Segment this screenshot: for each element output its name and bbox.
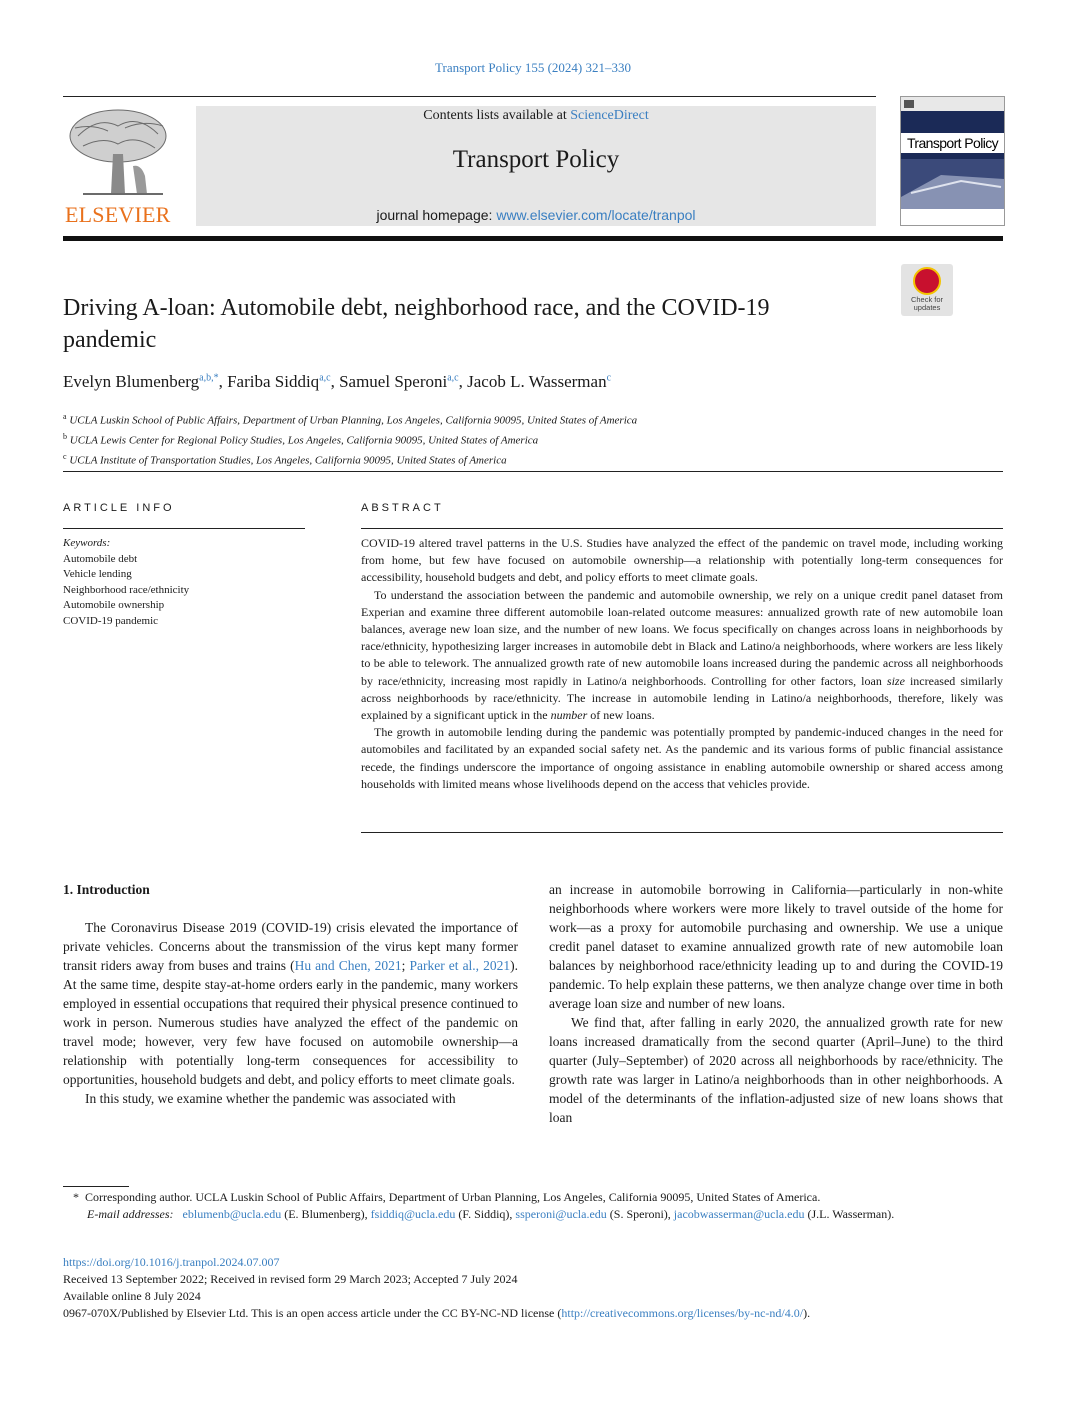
abstract-heading: ABSTRACT (361, 502, 444, 514)
section-rule (63, 471, 1003, 472)
cover-title: Transport Policy (901, 133, 1004, 153)
bookmark-icon (913, 267, 941, 295)
keyword-item: Automobile debt (63, 552, 138, 565)
author-4[interactable]: Jacob L. Wasserman$^c$ (467, 372, 612, 391)
intro-heading: 1. Introduction (63, 882, 150, 897)
author-2[interactable]: Fariba Siddiq$^{a,c}$ (227, 372, 331, 391)
keyword-item: Neighborhood race/ethnicity (63, 583, 190, 596)
check-for-updates-button[interactable]: Check for updates (901, 264, 953, 316)
journal-homepage: journal homepage: www.elsevier.com/locate/tranpol (376, 207, 696, 223)
license-line: 0967-070X/Published by Elsevier Ltd. This is an open access article under the CC BY-NC-ND license (http://creativecommons.org/licenses/by-nc-nd/4.0/). (63, 1306, 811, 1320)
abstract-rule (361, 528, 1003, 529)
doi-link[interactable]: https://doi.org/10.1016/j.tranpol.2024.07.007 (63, 1255, 280, 1269)
journal-title: Transport Policy (452, 146, 620, 173)
body-paragraph: The Coronavirus Disease 2019 (COVID-19) crisis elevated the importance of private vehicles. Concerns about the transmission of the virus kept many former transit riders away from buses and trains (Hu and Chen, 2021; Parker et al., 2021). At the same time, despite stay-at-home orders early in the pandemic, many workers employed in essential occupations that required their physical presence continued to work in person. Numerous studies have analyzed the effect of the pandemic on travel mode; however, very few have focused on automobile ownership—a relationship with potentially long-term consequences for accessibility to opportunities, household budgets and debt, and policy efforts to meet climate goals. (63, 920, 518, 1087)
sciencedirect-link[interactable]: ScienceDirect (570, 108, 649, 123)
body-column-left (63, 918, 518, 1108)
affiliation-a: $^a$ UCLA Luskin School of Public Affairs, Department of Urban Planning, Los Angeles, California 90095, United States of America (63, 412, 638, 427)
email-link[interactable]: eblumenb@ucla.edu (182, 1207, 282, 1221)
body-column-right (549, 880, 1003, 1127)
keywords-block (63, 536, 303, 629)
elsevier-wordmark: ELSEVIER (65, 202, 171, 227)
author-3[interactable]: Samuel Speroni$^{a,c}$ (339, 372, 459, 391)
journal-reference[interactable]: Transport Policy 155 (2024) 321–330 (435, 60, 631, 75)
masthead-rule (63, 236, 1003, 241)
abstract-paragraph: COVID-19 altered travel patterns in the U.S. Studies have analyzed the effect of the pandemic on travel mode, including working from home, but few have focused on automobile ownership—a relationship with potentially long-term consequences for accessibility, household budgets and debt, and policy efforts to meet climate goals. (361, 536, 1003, 585)
abstract-body (361, 535, 1003, 793)
received-dates: Received 13 September 2022; Received in revised form 29 March 2023; Accepted 7 July 2024 (63, 1272, 518, 1286)
available-online: Available online 8 July 2024 (63, 1289, 201, 1303)
keyword-item: COVID-19 pandemic (63, 614, 159, 627)
elsevier-logo[interactable] (63, 106, 173, 228)
cover-image-icon (901, 97, 1004, 225)
abstract-end-rule (361, 832, 1003, 833)
keywords-label: Keywords: (63, 537, 111, 549)
keyword-item: Vehicle lending (63, 568, 132, 580)
email-link[interactable]: ssperoni@ucla.edu (515, 1207, 607, 1221)
license-link[interactable]: http://creativecommons.org/licenses/by-nc-nd/4.0/ (561, 1306, 804, 1320)
author-1[interactable]: Evelyn Blumenberg$^{a,b,*}$ (63, 372, 219, 391)
email-link[interactable]: fsiddiq@ucla.edu (370, 1207, 456, 1221)
footnote-rule (63, 1186, 129, 1187)
publication-info (63, 1254, 1003, 1322)
body-paragraph: an increase in automobile borrowing in California—particularly in non-white neighborhoods where workers were more likely to travel outside of the home for work—as a proxy for automobile purchasing and ownership. We use a unique credit panel dataset to examine annualized growth rate of new automobile loan balances by neighborhood race/ethnicity leading up to and during the COVID-19 pandemic. To help explain these patterns, we then analyze change over time in both average loan size and number of new loans. (549, 882, 1003, 1011)
journal-cover[interactable] (900, 96, 1005, 226)
citation-link[interactable]: Parker et al., 2021 (409, 958, 511, 973)
abstract-paragraph: To understand the association between the pandemic and automobile ownership, we rely on a unique credit panel dataset from Experian and examine three different automobile loan-related outcome measures: annualized growth rate of new automobile loan balances, average new loan size, and the number of new loans. We focus specifically on changes across loans in neighborhoods by race/ethnicity, hypothesizing larger increases in automobile debt in Black and Latino/a neighborhoods, where workers are less likely to be able to telework. The annualized growth rate of new automobile loans increased during the pandemic across all neighborhoods by race/ethnicity, increasing most rapidly in Latino/a neighborhoods. Controlling for other factors, loan size increased similarly across neighborhoods by race/ethnicity. The increase in automobile lending in Latino/a neighborhoods, therefore, likely was explained by a significant uptick in the number of new loans. (361, 587, 1003, 723)
tree-icon (63, 106, 173, 202)
keyword-item: Automobile ownership (63, 599, 165, 611)
header-rule (63, 96, 876, 97)
affiliation-c: $^c$ UCLA Institute of Transportation Studies, Los Angeles, California 90095, United States of America (63, 452, 507, 467)
author-list: Evelyn Blumenberg$^{a,b,*}$, Fariba Siddiq$^{a,c}$, Samuel Speroni$^{a,c}$, Jacob L. Wasserman$^c$ (63, 372, 612, 391)
email-link[interactable]: jacobwasserman@ucla.edu (673, 1207, 805, 1221)
corresponding-author-footnote: * Corresponding author. UCLA Luskin School of Public Affairs, Department of Urban Planning, Los Angeles, California 90095, United States of America. E-mail addresses: eblumenb@ucla.edu (E. Blumenberg), fsiddiq@ucla.edu (F. Siddiq), ssperoni@ucla.edu (S. Speroni), jacobwasserman@ucla.edu (J.L. Wasserman). (73, 1190, 895, 1221)
abstract-paragraph: The growth in automobile lending during the pandemic was potentially prompted by pandemic-induced changes in the need for automobiles and facilitated by an expanded social safety net. As the pandemic and its various forms of public financial assistance recede, the findings underscore the importance of ongoing assistance in enabling automobile ownership or shared access among households with limited means whose livelihoods depend on the access that vehicles provide. (361, 725, 1003, 791)
body-paragraph: We find that, after falling in early 2020, the annualized growth rate for new loans increased dramatically from the second quarter (April–June) to the third quarter (July–September) of 2020 across all neighborhoods by race/ethnicity. The growth rate was larger in Latino/a neighborhoods than in other neighborhoods. A model of the determinants of the inflation-adjusted size of new loans shows that loan (549, 1015, 1003, 1125)
affiliation-b: $^b$ UCLA Lewis Center for Regional Policy Studies, Los Angeles, California 90095, United States of America (63, 432, 539, 447)
paper-title: Driving A-loan: Automobile debt, neighborhood race, and the COVID-19 pandemic (63, 295, 770, 353)
homepage-link[interactable]: www.elsevier.com/locate/tranpol (496, 207, 696, 223)
journal-masthead (196, 106, 876, 226)
article-info-heading: ARTICLE INFO (63, 502, 175, 514)
citation-link[interactable]: Hu and Chen, 2021 (294, 958, 402, 973)
affiliations (63, 409, 963, 469)
article-info-rule (63, 528, 305, 529)
contents-line: Contents lists available at ScienceDirect (423, 108, 649, 123)
body-paragraph: In this study, we examine whether the pandemic was associated with (85, 1091, 456, 1106)
